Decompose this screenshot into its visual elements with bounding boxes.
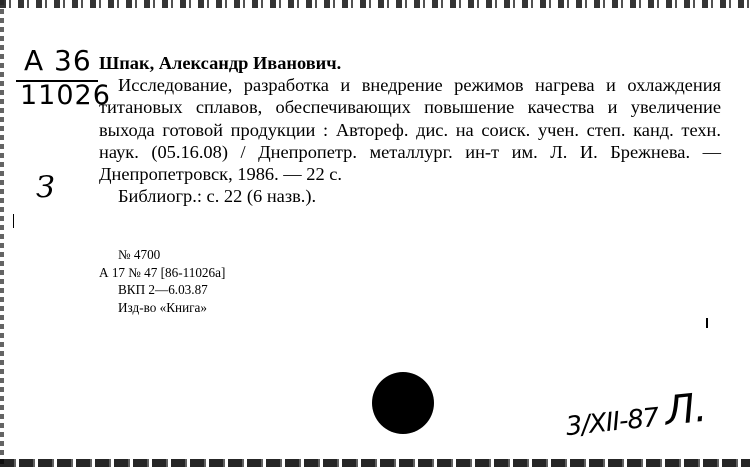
stamp-signature: Л.	[662, 384, 709, 435]
entry-description: Исследование, разработка и внедрение режимов нагрева и охлаждения титановых сплавов, обеспечивающих повышение качества и увеличение выхода готовой продукции : Автореф. дис. на соиск. учен. степ. канд. техн. наук. (05.16.08) / Днепропетр. металлург. ин-т им. Л. И. Брежнева. — Днепропетровск, 1986. — 22 с.	[99, 75, 721, 185]
margin-note: З	[36, 170, 56, 205]
bibliographic-entry	[99, 52, 721, 207]
meta-publisher: Изд-во «Книга»	[118, 299, 207, 315]
meta-number: № 4700	[118, 247, 161, 262]
shelfmark-line-2: 11026	[20, 80, 111, 111]
author-heading: Шпак, Александр Иванович.	[99, 53, 342, 73]
meta-vkp: ВКП 2—6.03.87	[118, 282, 208, 297]
shelfmark-line-1: А 36	[24, 44, 92, 77]
punch-hole	[372, 372, 434, 434]
margin-tick	[13, 214, 14, 228]
card-top-edge	[0, 0, 750, 8]
bibliography-note: Библиогр.: с. 22 (6 назв.).	[118, 186, 317, 207]
meta-registration: А 17 № 47 [86-11026а]	[99, 264, 226, 280]
stamp-date: 3/XII-87	[564, 402, 660, 443]
handwritten-date-stamp	[563, 385, 708, 445]
margin-tick	[706, 318, 708, 328]
card-bottom-edge	[0, 459, 750, 467]
card-left-edge	[0, 0, 4, 467]
card-metadata	[99, 246, 225, 316]
